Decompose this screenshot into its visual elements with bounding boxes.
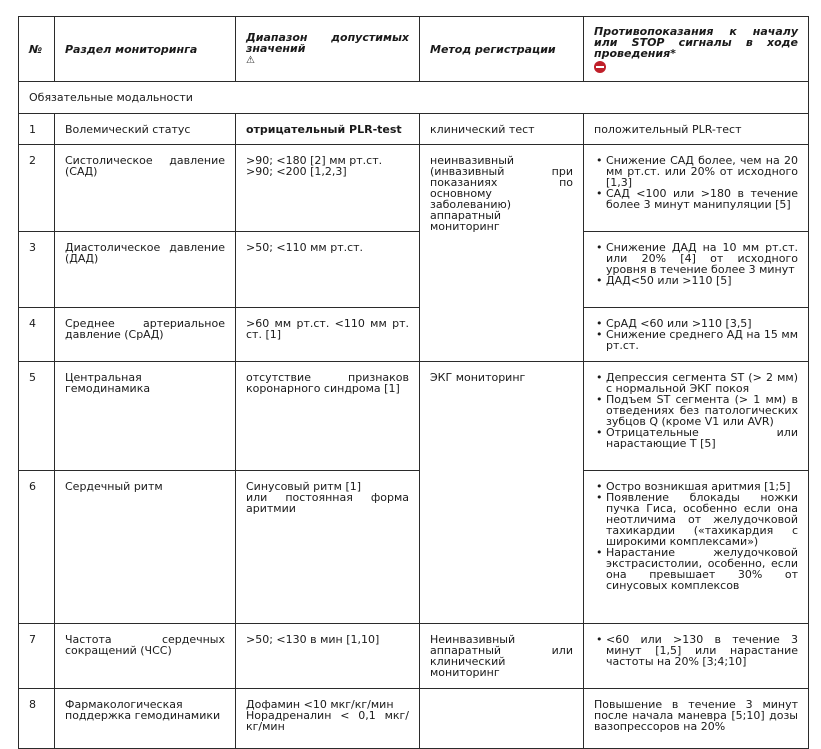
table-row xyxy=(19,145,809,232)
row-number: 1 xyxy=(19,114,55,145)
contra-item: • Появление блокады ножки пучка Гиса, особенно если она неотличима от желудочковой тахикардии («тахикардия с широкими комплексами») xyxy=(606,492,798,547)
table-row xyxy=(19,114,809,145)
table-row xyxy=(19,689,809,749)
header-section: Раздел мониторинга xyxy=(55,17,236,82)
table-header-row xyxy=(19,17,809,82)
range-line: >90; <180 [2] мм рт.ст. xyxy=(246,154,383,167)
row-section-name: Фармакологическая поддержка гемодинамики xyxy=(55,689,236,749)
row-number: 7 xyxy=(19,624,55,689)
header-number: № xyxy=(19,17,55,82)
contra-item: • Остро возникшая аритмия [1;5] xyxy=(606,481,798,492)
header-contraindications-label: Противопоказания к началу или STOP сигналы в ходе проведения* xyxy=(594,24,798,60)
contra-item: • Снижение среднего АД на 15 мм рт.ст. xyxy=(606,329,798,351)
contra-item: • Отрицательные или нарастающие T [5] xyxy=(606,427,798,449)
row-section-name: Диастолическое давление (ДАД) xyxy=(55,232,236,308)
section-title: Обязательные модальности xyxy=(19,82,809,114)
row-range: отсутствие признаков коронарного синдрома [1] xyxy=(236,362,420,471)
row-contraindications xyxy=(584,145,809,232)
row-method: неинвазивный (инвазивный при показаниях по основному заболеванию) аппаратный мониторинг xyxy=(420,145,584,362)
row-range xyxy=(236,471,420,624)
contra-item: • Депрессия сегмента ST (> 2 мм) с нормальной ЭКГ покоя xyxy=(606,372,798,394)
range-line: >90; <200 [1,2,3] xyxy=(246,165,347,178)
row-range: >50; <110 мм рт.ст. xyxy=(236,232,420,308)
contra-item: • Снижение САД более, чем на 20 мм рт.ст. или 20% от исходного [1,3] xyxy=(606,155,798,188)
row-method: Неинвазивный аппаратный или клинический мониторинг xyxy=(420,624,584,689)
row-contraindications xyxy=(584,308,809,362)
header-range-label: Диапазон допустимых значений xyxy=(246,31,409,55)
contra-item: • Нарастание желудочковой экстрасистолии, особенно, если она превышает 30% от синусовых комплексов xyxy=(606,547,798,591)
row-contraindications: положительный PLR-тест xyxy=(584,114,809,145)
warning-icon: ⚠ xyxy=(246,55,255,66)
row-method xyxy=(420,689,584,749)
row-number: 8 xyxy=(19,689,55,749)
row-contraindications xyxy=(584,232,809,308)
table-row xyxy=(19,362,809,471)
contra-item: • <60 или >130 в течение 3 минут [1,5] или нарастание частоты на 20% [3;4;10] xyxy=(606,634,798,667)
row-contraindications xyxy=(584,624,809,689)
range-line: Дофамин <10 мкг/кг/мин xyxy=(246,698,394,711)
table-row xyxy=(19,624,809,689)
row-range xyxy=(236,689,420,749)
row-range: отрицательный PLR-test xyxy=(236,114,420,145)
row-number: 4 xyxy=(19,308,55,362)
row-method: клинический тест xyxy=(420,114,584,145)
row-range: >60 мм рт.ст. <110 мм рт. ст. [1] xyxy=(236,308,420,362)
row-contraindications xyxy=(584,362,809,471)
header-method: Метод регистрации xyxy=(420,17,584,82)
header-range xyxy=(236,17,420,82)
row-contraindications: Повышение в течение 3 минут после начала маневра [5;10] дозы вазопрессоров на 20% xyxy=(584,689,809,749)
row-method: ЭКГ мониторинг xyxy=(420,362,584,624)
monitoring-table xyxy=(18,16,809,749)
row-number: 3 xyxy=(19,232,55,308)
row-section-name: Центральная гемодинамика xyxy=(55,362,236,471)
range-line: Норадреналин < 0,1 мкг/кг/мин xyxy=(246,709,409,733)
table-row xyxy=(19,471,809,624)
row-range xyxy=(236,145,420,232)
section-row xyxy=(19,82,809,114)
contra-item: • СрАД <60 или >110 [3,5] xyxy=(606,318,798,329)
contra-item: • САД <100 или >180 в течение более 3 минут манипуляции [5] xyxy=(606,188,798,210)
row-number: 2 xyxy=(19,145,55,232)
row-range: >50; <130 в мин [1,10] xyxy=(236,624,420,689)
header-contraindications xyxy=(584,17,809,82)
row-number: 6 xyxy=(19,471,55,624)
row-section-name: Частота сердечных сокращений (ЧСС) xyxy=(55,624,236,689)
row-section-name: Сердечный ритм xyxy=(55,471,236,624)
row-number: 5 xyxy=(19,362,55,471)
row-contraindications xyxy=(584,471,809,624)
contra-item: • ДАД<50 или >110 [5] xyxy=(606,275,798,286)
contra-item: • Подъем ST сегмента (> 1 мм) в отведениях без патологических зубцов Q (кроме V1 или AVR) xyxy=(606,394,798,427)
table-row xyxy=(19,232,809,308)
contra-item: • Снижение ДАД на 10 мм рт.ст. или 20% [4] от исходного уровня в течение более 3 минут xyxy=(606,242,798,275)
table-row xyxy=(19,308,809,362)
range-line: или постоянная форма аритмии xyxy=(246,491,409,515)
range-line: Синусовый ритм [1] xyxy=(246,480,362,493)
row-section-name: Среднее артериальное давление (СрАД) xyxy=(55,308,236,362)
row-section-name: Волемический статус xyxy=(55,114,236,145)
stop-icon xyxy=(594,61,606,73)
row-section-name: Систолическое давление (САД) xyxy=(55,145,236,232)
